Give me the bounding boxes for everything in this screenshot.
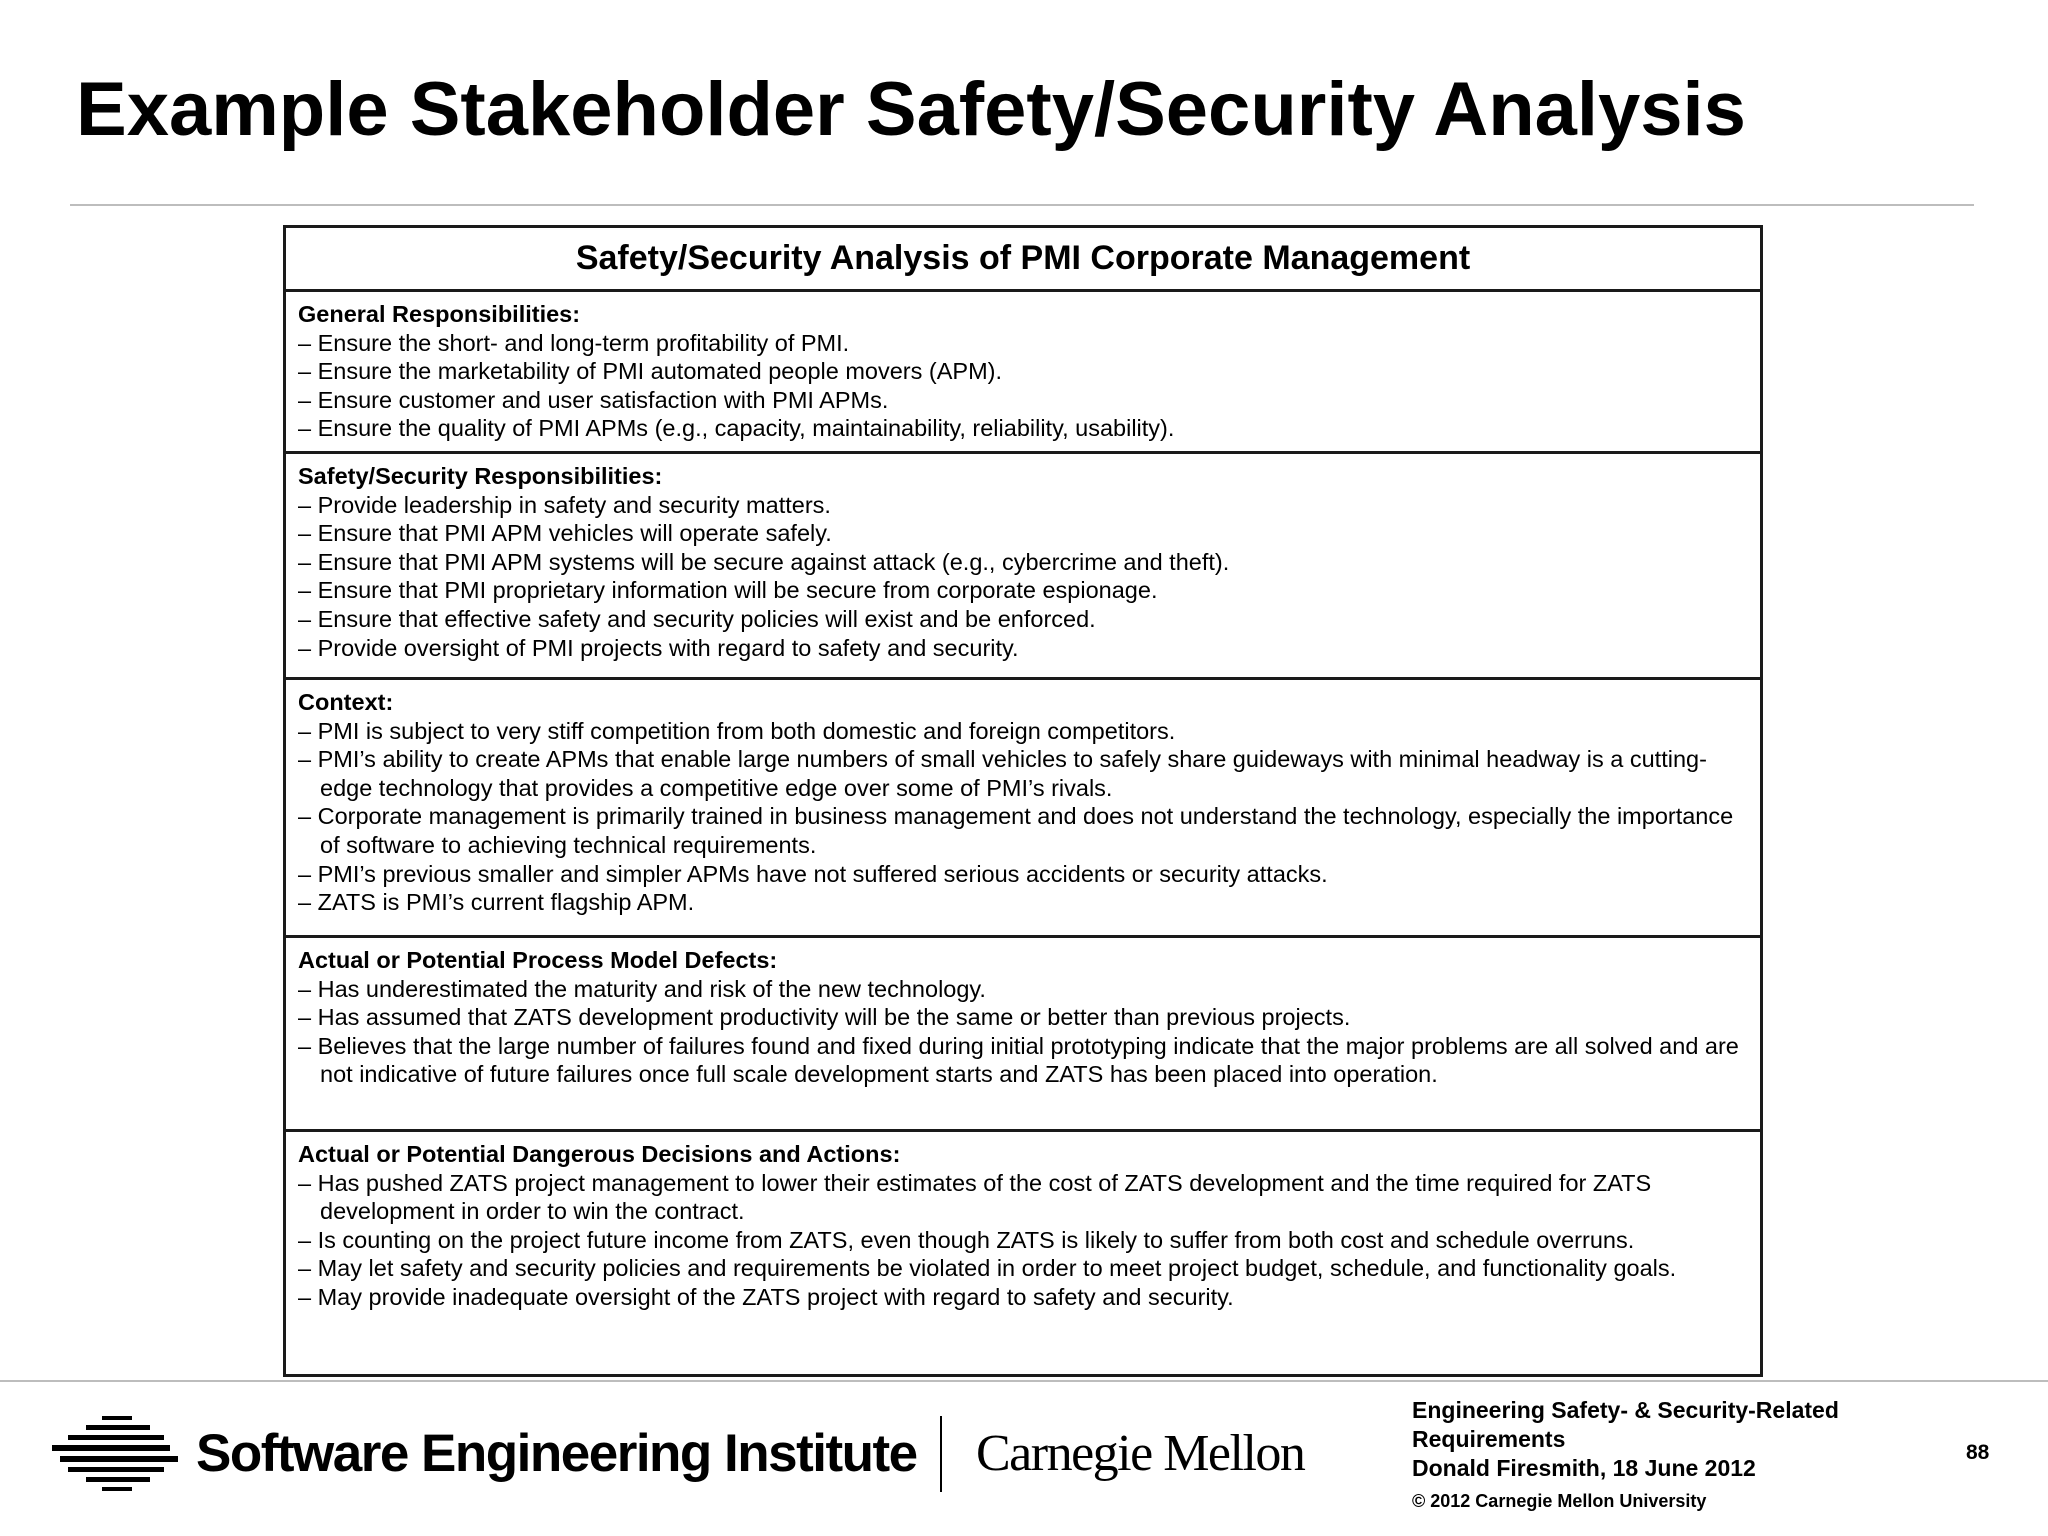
list-item: – Has assumed that ZATS development productivity will be the same or better than previous projects. <box>298 1004 1351 1031</box>
list-item: – Ensure customer and user satisfaction with PMI APMs. <box>298 386 889 413</box>
bullet-list <box>298 1169 1748 1312</box>
list-item: – ZATS is PMI’s current flagship APM. <box>298 889 695 916</box>
list-item: – PMI’s previous smaller and simpler APMs have not suffered serious accidents or security attacks. <box>298 860 1328 887</box>
presentation-title-line1: Engineering Safety- & Security-Related <box>1412 1397 1839 1423</box>
bullet-list <box>298 329 1748 443</box>
list-item: – Ensure the marketability of PMI automated people movers (APM). <box>298 358 1003 385</box>
list-item: – Ensure that PMI APM systems will be secure against attack (e.g., cybercrime and theft). <box>298 548 1230 575</box>
bullet-list <box>298 975 1748 1089</box>
section-safety-security-responsibilities <box>286 454 1760 680</box>
list-item: – Provide oversight of PMI projects with regard to safety and security. <box>298 634 1019 661</box>
list-item: – Has pushed ZATS project management to lower their estimates of the cost of ZATS development and the time required for ZATS development in order to win the contract. <box>298 1169 1652 1225</box>
logo-divider <box>940 1416 942 1492</box>
title-divider <box>70 204 1974 206</box>
list-item: – Believes that the large number of failures found and fixed during initial prototyping indicate that the major problems are all solved and are not indicative of future failures once full scale development starts and ZATS has been placed into operation. <box>298 1032 1739 1088</box>
list-item: – Ensure that PMI APM vehicles will operate safely. <box>298 520 832 547</box>
page-number: 88 <box>1966 1441 1990 1464</box>
list-item: – May let safety and security policies and requirements be violated in order to meet project budget, schedule, and functionality goals. <box>298 1255 1677 1282</box>
list-item: – Is counting on the project future income from ZATS, even though ZATS is likely to suffer from both cost and schedule overruns. <box>298 1226 1635 1253</box>
list-item: – May provide inadequate oversight of the ZATS project with regard to safety and security. <box>298 1283 1234 1310</box>
bullet-list <box>298 717 1748 917</box>
presentation-title-line2: Requirements <box>1412 1426 1566 1452</box>
list-item: – Provide leadership in safety and security matters. <box>298 491 831 518</box>
section-process-model-defects <box>286 938 1760 1132</box>
list-item: – Ensure the short- and long-term profitability of PMI. <box>298 329 850 356</box>
section-heading: Actual or Potential Process Model Defects: <box>298 947 778 973</box>
sei-striped-globe-icon <box>52 1416 178 1492</box>
footer-info <box>1412 1396 1932 1513</box>
list-item: – PMI is subject to very stiff competition from both domestic and foreign competitors. <box>298 717 1176 744</box>
section-general-responsibilities <box>286 292 1760 454</box>
section-heading: Context: <box>298 689 394 715</box>
copyright: © 2012 Carnegie Mellon University <box>1412 1491 1707 1511</box>
section-heading: Actual or Potential Dangerous Decisions and Actions: <box>298 1141 901 1167</box>
footer-divider <box>0 1380 2048 1382</box>
slide-title: Example Stakeholder Safety/Security Analysis <box>76 67 1746 152</box>
author-date: Donald Firesmith, 18 June 2012 <box>1412 1455 1756 1481</box>
section-dangerous-decisions <box>286 1132 1760 1374</box>
section-heading: General Responsibilities: <box>298 301 581 327</box>
section-heading: Safety/Security Responsibilities: <box>298 463 663 489</box>
cmu-wordmark: Carnegie Mellon <box>976 1425 1305 1482</box>
list-item: – Corporate management is primarily trained in business management and does not understand the technology, especially the importance of software to achieving technical requirements. <box>298 803 1734 858</box>
section-context <box>286 680 1760 938</box>
list-item: – Ensure that effective safety and security policies will exist and be enforced. <box>298 605 1096 632</box>
sei-wordmark: Software Engineering Institute <box>196 1424 917 1483</box>
list-item: – Ensure the quality of PMI APMs (e.g., capacity, maintainability, reliability, usability). <box>298 415 1175 442</box>
bullet-list <box>298 491 1748 663</box>
analysis-table <box>283 225 1763 1377</box>
list-item: – PMI’s ability to create APMs that enable large numbers of small vehicles to safely share guideways with minimal headway is a cutting-edge technology that provides a competitive edge over some of PMI’s rivals. <box>298 746 1707 801</box>
list-item: – Ensure that PMI proprietary information will be secure from corporate espionage. <box>298 577 1158 604</box>
table-heading: Safety/Security Analysis of PMI Corporate Management <box>286 228 1760 292</box>
list-item: – Has underestimated the maturity and risk of the new technology. <box>298 975 986 1002</box>
